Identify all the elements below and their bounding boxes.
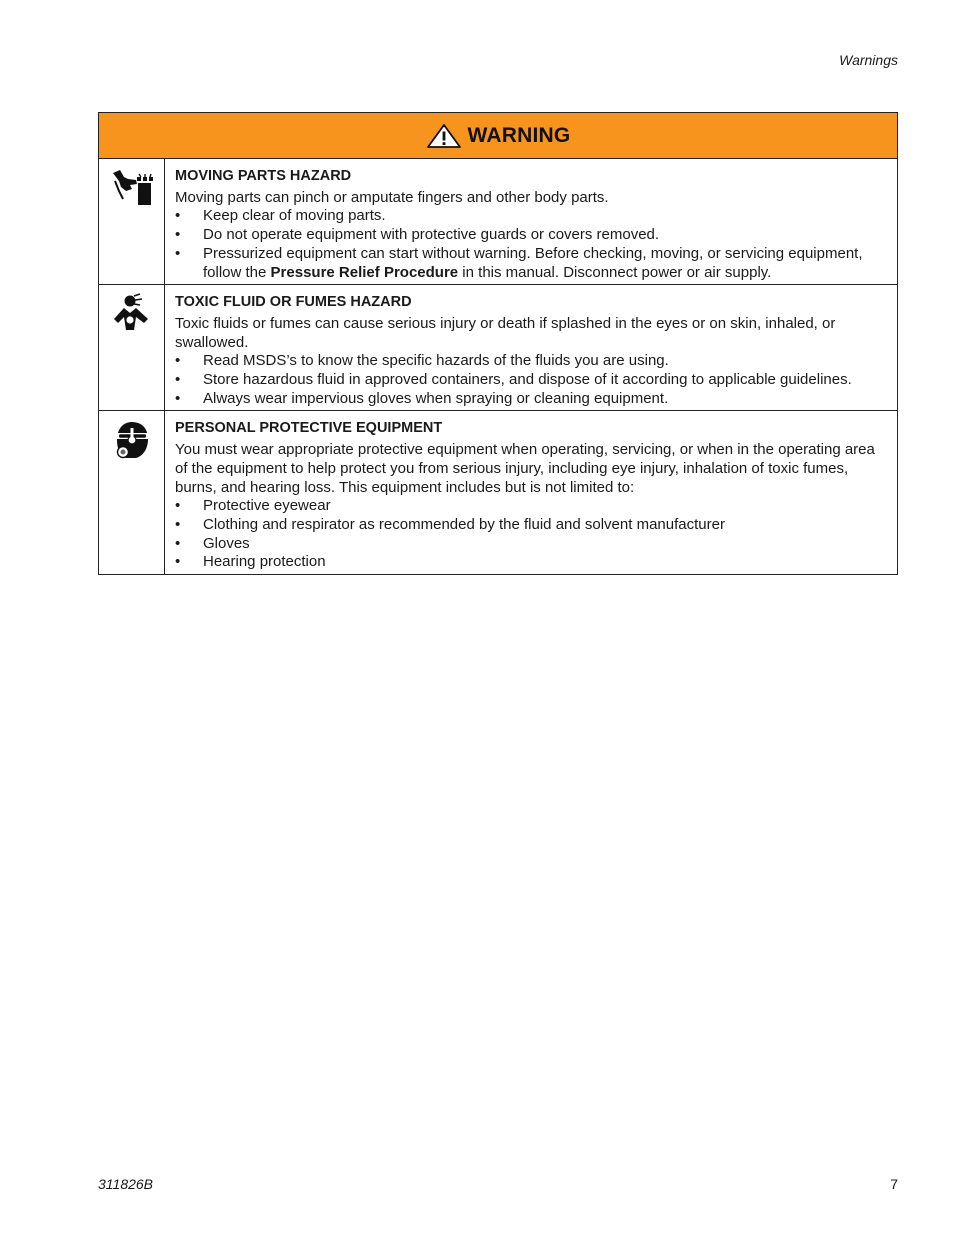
list-item: • Clothing and respirator as recommended by the fluid and solvent manufacturer — [175, 515, 725, 533]
list-item: • Read MSDS’s to know the specific hazards of the fluids you are using. — [175, 352, 669, 370]
pressure-relief-reference: Pressure Relief Procedure — [270, 263, 459, 281]
hazard-bullet-list — [175, 352, 887, 408]
hazard-bullet-list — [175, 497, 887, 572]
list-item: • Gloves — [175, 534, 250, 552]
warning-table — [98, 112, 898, 575]
hazard-row-toxic-fluid — [99, 285, 897, 411]
moving-parts-hand-icon — [110, 167, 154, 284]
list-item: • Do not operate equipment with protective guards or covers removed. — [175, 226, 660, 244]
page-number: 7 — [890, 1176, 898, 1192]
protective-equipment-head-icon — [110, 419, 154, 574]
list-item: • Always wear impervious gloves when spraying or cleaning equipment. — [175, 389, 669, 407]
warning-header — [99, 113, 897, 159]
warning-triangle-icon — [426, 123, 462, 149]
hazard-title: TOXIC FLUID OR FUMES HAZARD — [175, 294, 412, 311]
list-item: • Keep clear of moving parts. — [175, 207, 386, 225]
hazard-title: PERSONAL PROTECTIVE EQUIPMENT — [175, 420, 443, 437]
hazard-row-moving-parts — [99, 159, 897, 285]
hazard-title: MOVING PARTS HAZARD — [175, 168, 352, 184]
hazard-bullet-list — [175, 207, 887, 282]
hazard-intro: Moving parts can pinch or amputate fingers and other body parts. — [175, 188, 609, 206]
list-item: • Pressurized equipment can start without warning. Before checking, moving, or servicing equipment, follow the Pressure Relief Procedure in this manual. Disconnect power or air supply. — [175, 244, 863, 281]
warning-title: WARNING — [467, 123, 571, 147]
list-item: • Hearing protection — [175, 553, 326, 571]
toxic-fumes-person-icon — [110, 293, 154, 410]
list-item: • Store hazardous fluid in approved containers, and dispose of it according to applicable guidelines. — [175, 371, 852, 389]
list-item: • Protective eyewear — [175, 497, 331, 515]
document-number: 311826B — [98, 1176, 154, 1192]
hazard-row-protective-equipment — [99, 411, 897, 574]
running-header: Warnings — [839, 52, 898, 68]
hazard-intro: Toxic fluids or fumes can cause serious injury or death if splashed in the eyes or on skin, inhaled, or swallowed. — [175, 314, 836, 351]
hazard-intro: You must wear appropriate protective equipment when operating, servicing, or when in the operating area of the equipment to help protect you from serious injury, including eye injury, inhalation of toxic fumes, burns, and hearing loss. This equipment includes but is not limited to: — [175, 441, 875, 496]
